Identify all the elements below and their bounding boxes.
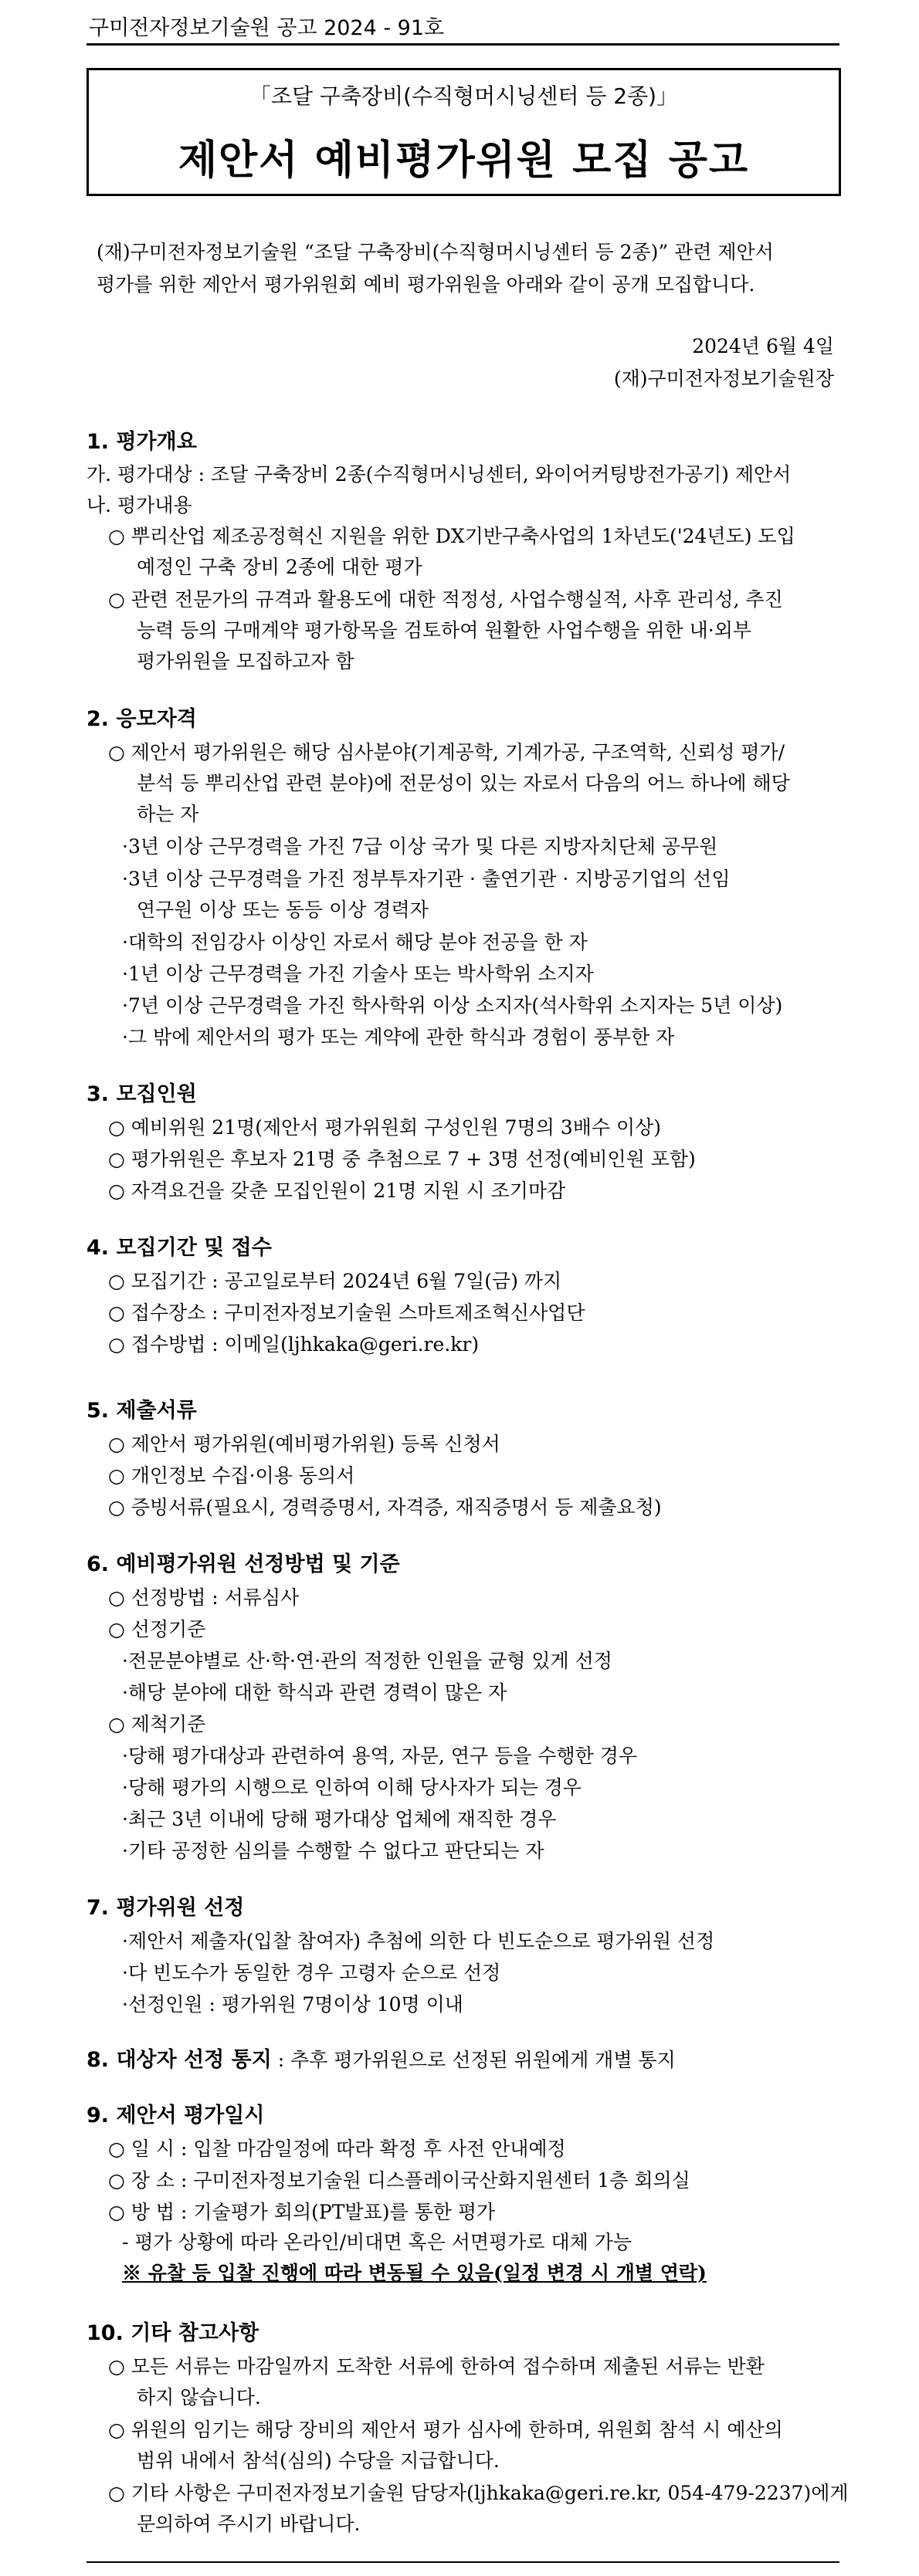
list-item-cont: 능력 등의 구매계약 평가항목을 검토하여 원활한 사업수행을 위한 내·외부 (137, 619, 752, 641)
list-item: ○ 예비위원 21명(제안서 평가위원회 구성인원 7명의 3배수 이상) (108, 1116, 662, 1139)
intro-line: (재)구미전자정보기술원 “조달 구축장비(수직형머시닝센터 등 2종)” 관련 제안서 (97, 241, 774, 263)
list-item-cont: 평가위원을 모집하고자 함 (137, 650, 354, 672)
eval-target: 가. 평가대상 : 조달 구축장비 2종(수직형머시닝센터, 와이어커팅방전가공기) 제안서 (86, 463, 792, 486)
section-5-heading: 5. 제출서류 (86, 1399, 197, 1423)
list-item: ○ 일 시 : 입찰 마감일정에 따라 확정 후 사전 안내예정 (108, 2138, 566, 2160)
list-item: ○ 평가위원은 후보자 21명 중 추첨으로 7 + 3명 선정(예비인원 포함) (108, 1148, 696, 1170)
list-item: ○ 제안서 평가위원(예비평가위원) 등록 신청서 (108, 1433, 500, 1455)
list-item-sub: - 평가 상황에 따라 온라인/비대면 혹은 서면평가로 대체 가능 (122, 2231, 632, 2253)
list-item: ·최근 3년 이내에 당해 평가대상 업체에 재직한 경우 (122, 1808, 557, 1830)
list-item: ○ 증빙서류(필요시, 경력증명서, 자격증, 재직증명서 등 제출요청) (108, 1496, 662, 1518)
list-item: ○ 방 법 : 기술평가 회의(PT발표)를 통한 평가 (108, 2201, 496, 2223)
list-item: ○ 기타 사항은 구미전자정보기술원 담당자(ljhkaka@geri.re.kr, 054-479-2237)에게 (108, 2482, 849, 2504)
list-item: ·그 밖에 제안서의 평가 또는 계약에 관한 학식과 경험이 풍부한 자 (122, 1026, 675, 1048)
section-8-text: : 추후 평가위원으로 선정된 위원에게 개별 통지 (271, 2049, 676, 2071)
header-divider (86, 43, 839, 46)
section-8 (86, 2049, 676, 2072)
notice-number: 구미전자정보기술원 공고 2024 - 91호 (89, 16, 445, 40)
list-item-cont: 연구원 이상 또는 동등 이상 경력자 (137, 899, 429, 921)
list-item: ○ 제척기준 (108, 1713, 206, 1735)
list-item: ○ 위원의 임기는 해당 장비의 제안서 평가 심사에 한하며, 위원회 참석 시 예산의 (108, 2419, 783, 2441)
list-item-cont: 하지 않습니다. (137, 2386, 261, 2408)
section-3-heading: 3. 모집인원 (86, 1082, 197, 1106)
list-item: ·3년 이상 근무경력을 가진 정부투자기관 · 출연기관 · 지방공기업의 선임 (122, 868, 731, 890)
list-item: ·당해 평가의 시행으로 인하여 이해 당사자가 되는 경우 (122, 1776, 582, 1799)
list-item: ○ 모든 서류는 마감일까지 도착한 서류에 한하여 접수하며 제출된 서류는 반환 (108, 2355, 765, 2378)
list-item: ·다 빈도수가 동일한 경우 고령자 순으로 선정 (122, 1962, 501, 1984)
title-subtitle: 「조달 구축장비(수직형머시닝센터 등 2종)」 (249, 83, 679, 109)
title-box (86, 68, 841, 196)
list-item: ·선정인원 : 평가위원 7명이상 10명 이내 (122, 1993, 463, 2016)
list-item: ·당해 평가대상과 관련하여 용역, 자문, 연구 등을 수행한 경우 (122, 1745, 638, 1767)
list-item: ·대학의 전임강사 이상인 자로서 해당 분야 전공을 한 자 (122, 931, 588, 953)
eval-content-label: 나. 평가내용 (86, 494, 192, 516)
list-item: ○ 개인정보 수집·이용 동의서 (108, 1464, 355, 1487)
list-item: ○ 모집기간 : 공고일로부터 2024년 6월 7일(금) 까지 (108, 1270, 562, 1292)
list-item: ○ 관련 전문가의 규격과 활용도에 대한 적정성, 사업수행실적, 사후 관리성, 추진 (108, 588, 783, 611)
list-item: ○ 접수장소 : 구미전자정보기술원 스마트제조혁신사업단 (108, 1302, 585, 1324)
list-item-cont: 분석 등 뿌리산업 관련 분야)에 전문성이 있는 자로서 다음의 어느 하나에 해당 (137, 772, 790, 794)
notice-date: 2024년 6월 4일 (692, 335, 834, 357)
list-item: ○ 뿌리산업 제조공정혁신 지원을 위한 DX기반구축사업의 1차년도('24년도) 도입 (108, 525, 795, 547)
section-7-heading: 7. 평가위원 선정 (86, 1896, 245, 1920)
intro-line: 평가를 위한 제안서 평가위원회 예비 평가위원을 아래와 같이 공개 모집합니다. (97, 273, 755, 296)
list-item: ○ 제안서 평가위원은 해당 심사분야(기계공학, 기계가공, 구조역학, 신뢰성 평가/ (108, 741, 785, 763)
page-title: 제안서 예비평가위원 모집 공고 (178, 137, 750, 184)
list-item: ·전문분야별로 산·학·연·관의 적정한 인원을 균형 있게 선정 (122, 1650, 612, 1672)
list-item-cont: 문의하여 주시기 바랍니다. (137, 2513, 361, 2535)
section-2-heading: 2. 응모자격 (86, 707, 197, 731)
section-9-heading: 9. 제안서 평가일시 (86, 2104, 265, 2127)
list-item: ○ 선정기준 (108, 1618, 206, 1640)
list-item: ·3년 이상 근무경력을 가진 7급 이상 국가 및 다른 지방자치단체 공무원 (122, 835, 718, 858)
list-item: ○ 자격요건을 갖춘 모집인원이 21명 지원 시 조기마감 (108, 1180, 566, 1202)
list-item: ·기타 공정한 심의를 수행할 수 없다고 판단되는 자 (122, 1840, 544, 1862)
list-item-cont: 하는 자 (137, 803, 199, 825)
list-item: ·7년 이상 근무경력을 가진 학사학위 이상 소지자(석사학위 소지자는 5년 이상) (122, 994, 783, 1017)
issuer: (재)구미전자정보기술원장 (613, 367, 834, 390)
list-item: ○ 선정방법 : 서류심사 (108, 1586, 300, 1609)
list-item: ·해당 분야에 대한 학식과 관련 경력이 많은 자 (122, 1681, 507, 1704)
list-item: ○ 접수방법 : 이메일(ljhkaka@geri.re.kr) (108, 1333, 480, 1356)
list-item-cont: 범위 내에서 참석(심의) 수당을 지급합니다. (137, 2449, 500, 2472)
list-item: ·제안서 제출자(입찰 참여자) 추첨에 의한 다 빈도순으로 평가위원 선정 (122, 1930, 715, 1952)
section-8-heading: 8. 대상자 선정 통지 (86, 2048, 272, 2072)
list-item-cont: 예정인 구축 장비 2종에 대한 평가 (137, 556, 422, 578)
section-10-heading: 10. 기타 참고사항 (86, 2321, 259, 2345)
section-4-heading: 4. 모집기간 및 접수 (86, 1236, 272, 1260)
footer-divider (86, 2561, 839, 2563)
list-item: ·1년 이상 근무경력을 가진 기술사 또는 박사학위 소지자 (122, 963, 594, 985)
section-6-heading: 6. 예비평가위원 선정방법 및 기준 (86, 1552, 400, 1576)
section-1-heading: 1. 평가개요 (86, 430, 197, 454)
schedule-note: ※ 유찰 등 입찰 진행에 따라 변동될 수 있음(일정 변경 시 개별 연락) (122, 2262, 707, 2284)
list-item: ○ 장 소 : 구미전자정보기술원 디스플레이국산화지원센터 1층 회의실 (108, 2169, 690, 2192)
